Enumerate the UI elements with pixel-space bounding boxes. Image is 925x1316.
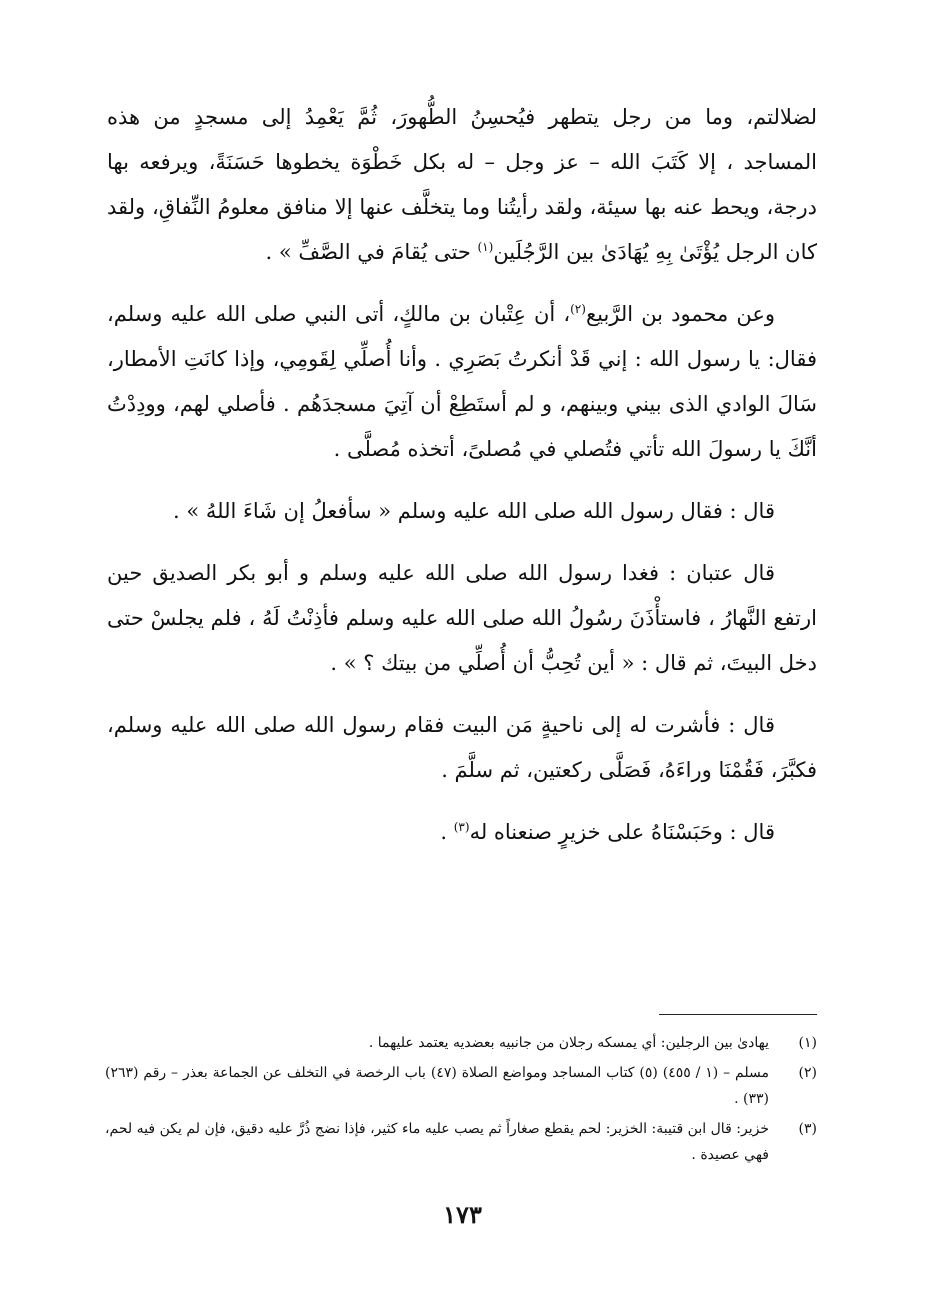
paragraph-6-continuation: . xyxy=(440,820,454,844)
paragraph-4 xyxy=(107,551,817,686)
paragraph-4-text: قال عتبان : فغدا رسول الله صلى الله عليه وسلم و أبو بكر الصديق حين ارتفع النَّهارُ ، فاستأْذَنَ رسُولُ الله صلى الله عليه وسلم فأذِنْتُ لَهُ ، فلم يجلسْ حتى دخل البيتَ، ثم قال : « أين تُحِبُّ أن أُصلِّي من بيتك ؟ » . xyxy=(107,561,817,675)
footnote-separator xyxy=(659,1014,817,1015)
paragraph-3 xyxy=(107,489,817,534)
paragraph-2 xyxy=(107,292,817,472)
paragraph-6-text: قال : وحَبَسْنَاهُ على خزيرٍ صنعناه له xyxy=(469,820,775,844)
footnote-2 xyxy=(105,1060,817,1112)
paragraph-1 xyxy=(107,95,817,275)
paragraph-2-continuation: ، أن عِتْبان بن مالكٍ، أتى النبي صلى الله عليه وسلم، فقال: يا رسول الله : إني قَدْ أنكرتُ بَصَرِي . وأنا أُصلِّي لِقَومِي، وإذا كانَتِ الأمطار، سَالَ الوادي الذى بيني وبينهم، و لم أستَطِعْ أن آتِيَ مسجدَهُم . فأصلي لهم، وودِدْتُ أنَّكَ يا رسولَ الله تأتي فتُصلي في مُصلىً، أتخذه مُصلَّى . xyxy=(107,302,817,461)
footnote-ref-2[interactable]: (٢) xyxy=(570,302,586,316)
paragraph-5 xyxy=(107,703,817,793)
footnotes xyxy=(105,1030,817,1172)
footnote-text: خزير: قال ابن قتيبة: الخزير: لحم يقطع صغاراً ثم يصب عليه ماء كثير، فإذا نضج ذُرَّ عليه دقيق، فإن لم يكن فيه لحم، فهي عصيدة . xyxy=(105,1121,769,1163)
footnote-number: (٣) xyxy=(798,1121,817,1137)
paragraph-6 xyxy=(107,810,817,855)
paragraph-2-text: وعن محمود بن الرَّبيع xyxy=(585,302,776,326)
paragraph-1-continuation: حتى يُقامَ في الصَّفِّ » . xyxy=(265,240,478,264)
footnote-1 xyxy=(105,1030,817,1056)
main-text xyxy=(107,95,817,872)
paragraph-5-text: قال : فأشرت له إلى ناحيةٍ مَن البيت فقام رسول الله صلى الله عليه وسلم، فكبَّرَ، فَقُمْنَا وراءَهُ، فَصَلَّى ركعتين، ثم سلَّمَ . xyxy=(107,713,817,782)
paragraph-1-text: لضلالتم، وما من رجل يتطهر فيُحسِنُ الطُّهورَ، ثُمَّ يَعْمِدُ إلى مسجدٍ من هذه المساجد ، إلا كَتَبَ الله – عز وجل – له بكل خَطْوَة يخطوها حَسَنَةً، ويرفعه بها درجة، ويحط عنه بها سيئة، ولقد رأيتُنا وما يتخلَّف عنها إلا منافق معلومُ النِّفاقِ، ولقد كان الرجل يُؤْتَىٰ بِهِ يُهَادَىٰ بين الرَّجُلَين xyxy=(107,105,817,264)
footnote-text: مسلم – (١ / ٤٥٥) (٥) كتاب المساجد ومواضع الصلاة (٤٧) باب الرخصة في التخلف عن الجماعة بعذر – رقم (٢٦٣) (٣٣) . xyxy=(105,1065,769,1107)
footnote-3 xyxy=(105,1116,817,1168)
footnote-number: (١) xyxy=(798,1035,817,1051)
paragraph-3-text: قال : فقال رسول الله صلى الله عليه وسلم « سأفعلُ إن شَاءَ اللهُ » . xyxy=(173,499,775,523)
footnote-ref-1[interactable]: (١) xyxy=(477,240,494,254)
footnote-ref-3[interactable]: (٣) xyxy=(453,820,470,834)
footnote-number: (٢) xyxy=(798,1065,817,1081)
footnote-text: يهادىٰ بين الرجلين: أي يمسكه رجلان من جانبيه بعضديه يعتمد عليهما . xyxy=(368,1035,769,1051)
page-number: ١٧٣ xyxy=(443,1200,482,1229)
